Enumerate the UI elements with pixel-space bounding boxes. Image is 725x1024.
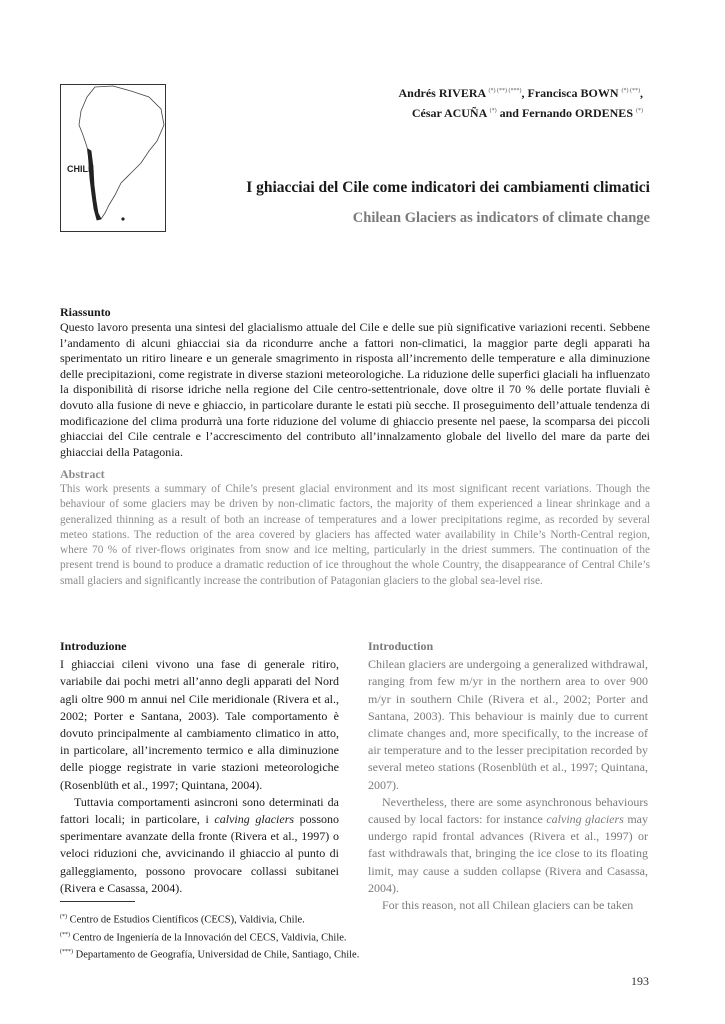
footnote-mark: (**)	[60, 931, 70, 938]
text-run: Nevertheless, there are some asynchronous behaviours caused by local factors: for instance	[368, 794, 648, 827]
introduction-paragraph-3: For this reason, not all Chilean glaciers can be taken	[382, 898, 634, 913]
introduzione-column	[60, 638, 339, 897]
separator: and	[496, 106, 522, 120]
separator: ,	[521, 86, 528, 100]
introduction-column	[368, 638, 648, 914]
map-label-chile: CHILE	[67, 164, 94, 174]
footnote-mark: (*)	[60, 914, 67, 920]
title-english: Chilean Glaciers as indicators of climate change	[352, 210, 650, 226]
riassunto-text: Questo lavoro presenta una sintesi del glacialismo attuale del Cile e delle sue più significative variazioni recenti. Sebbene l’andamento di alcuni ghiacciai sia da ricondurre anche a fattori non-climatici, la maggior parte degli apparati ha sperimentato un ritiro lineare e un generale smagrimento in risposta all’incremento delle temperature e alla diminuzione delle precipitazioni, come registrate in diverse stazioni meteorologiche. La riduzione delle superfici glaciali ha influenzato la disponibilità di risorse idriche nella regione del Cile centro-settentrionale, dove oltre il 70 % delle portate fluviali è dovuto alla fusione di neve e ghiaccio, in particolare durante le estati più secche. Il proseguimento dell’attuale tendenza di modificazione del clima produrrà una forte riduzione del volume di ghiaccio presente nel paese, la scomparsa dei piccoli ghiacciai del Cile centrale e l’accrescimento del contributo all’innalzamento globale del livello del mare da parte dei ghiacciai della Patagonia.	[60, 320, 650, 459]
authors-block	[223, 82, 643, 122]
south-america-map	[60, 84, 166, 232]
affiliation-marks: (*) (**)	[621, 88, 640, 94]
riassunto-heading: Riassunto	[60, 305, 111, 319]
emphasis-text: calving glaciers	[214, 812, 295, 827]
authors-line-2	[223, 102, 643, 122]
separator: ,	[640, 86, 643, 100]
title-italian: I ghiacciai del Cile come indicatori dei cambiamenti climatici	[246, 179, 650, 196]
introduzione-heading: Introduzione	[60, 639, 127, 653]
footnote	[60, 945, 359, 963]
author-name: César ACUÑA	[411, 106, 487, 120]
text-run: possono sperimentare avanzate della fronte (Rivera et al., 1997) o veloci riduzioni che, avvicinando il ghiaccio al punto di galleggiamento, possono provocare collassi subitanei (Rivera e Casassa, 2004).	[60, 812, 339, 895]
south-america-outline	[61, 85, 165, 231]
footnote	[60, 928, 359, 946]
page-number: 193	[631, 974, 649, 988]
footnote-mark: (***)	[60, 949, 73, 955]
affiliation-marks: (*) (**) (***)	[488, 88, 522, 94]
introduzione-paragraph-2	[60, 794, 339, 897]
authors-line-1	[223, 82, 643, 102]
introduction-paragraph-2	[368, 794, 648, 897]
footnote-text: Centro de Estudios Científicos (CECS), Valdivia, Chile.	[67, 914, 305, 926]
text-run: Tuttavia comportamenti asincroni sono determinati da fattori locali; in particolare, i	[60, 794, 339, 827]
author-name: Fernando ORDENES	[521, 106, 633, 120]
affiliation-marks: (*)	[636, 108, 643, 114]
footnote-text: Centro de Ingeniería de la Innovación del CECS, Valdivia, Chile.	[70, 932, 347, 943]
abstract-heading: Abstract	[60, 467, 105, 481]
introduzione-paragraph-1: I ghiacciai cileni vivono una fase di generale ritiro, variabile dai pochi metri all’anno degli apparati del Nord agli oltre 900 m annui nel Cile meridionale (Rivera et al., 2002; Porter e Santana, 2003). Tale comportamento è dovuto principalmente al cambiamento climatico in atto, in particolare, all’incremento termico e alla diminuzione delle piogge registrate in varie stazioni meteorologiche (Rosenblüth et al., 1997; Quintana, 2004).	[60, 657, 339, 792]
footnote	[60, 910, 359, 928]
author-name: Francisca BOWN	[527, 86, 619, 100]
abstract-text: This work presents a summary of Chile’s present glacial environment and its most significant recent variations. Though the behaviour of some glaciers may be driven by non-climatic factors, the majority of them experienced a linear shrinkage and a generalized thinning as a result of both an increase of temperatures and a lower precipitations regime, as recorded by several meteo stations. The reduction of the area covered by glaciers has affected water availability in Chile’s North-Central region, where 70 % of river-flows originates from snow and ice melting, particularly in the driest summers. The continuation of the present trend is bound to produce a dramatic reduction of ice throughout the whole Country, the disappearance of Central Chile’s small glaciers and significantly increase the contribution of Patagonian glaciers to the global sea-level rise.	[60, 483, 650, 587]
introduction-heading: Introduction	[368, 639, 434, 653]
footnote-divider	[60, 901, 135, 902]
introduction-paragraph-1: Chilean glaciers are undergoing a generalized withdrawal, ranging from few m/yr in the northern area to over 900 m/yr in southern Chile (Rivera et al., 2002; Porter and Santana, 2003). This behaviour is mainly due to current climate changes and, more specifically, to the increase of air temperature and to the lesser precipitation recorded by several meteo stations (Rosenblüth et al., 1997; Quintana, 2007).	[368, 657, 648, 792]
footnotes	[60, 910, 359, 963]
affiliation-marks: (*)	[489, 108, 497, 114]
emphasis-text: calving glaciers	[546, 812, 624, 827]
footnote-text: Departamento de Geografía, Universidad de Chile, Santiago, Chile.	[73, 949, 360, 961]
text-run: may undergo rapid frontal advances (Rivera et al., 1997) or fast withdrawals that, bringing the ice close to its floating limit, may cause a sudden collapse (Rivera and Casassa, 2004).	[368, 812, 648, 895]
author-name: Andrés RIVERA	[398, 86, 486, 100]
